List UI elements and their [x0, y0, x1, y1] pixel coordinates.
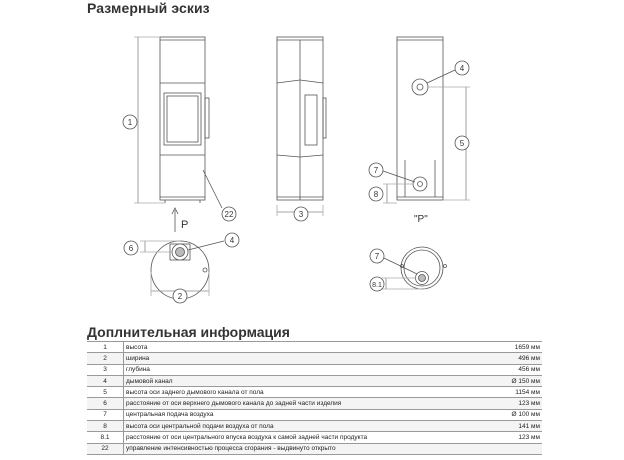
- table-row: 6 расстояние от оси верхнего дымового канала до задней части изделия 123 мм: [87, 398, 542, 409]
- table-row: 8.1 расстояние от оси центрального впуска воздуха к самой задней части продукта 123 мм: [87, 432, 542, 443]
- callout-1-text: 1: [127, 118, 133, 127]
- table-row: 5 высота оси заднего дымового канала от пола 1154 мм: [87, 387, 542, 398]
- side-view: [277, 37, 326, 216]
- table-row: 3 глубина 456 мм: [87, 364, 542, 375]
- info-title: Доплнительная информация: [87, 324, 290, 340]
- callout-5-text: 5: [459, 139, 465, 148]
- view-p-arrow-label: P: [181, 219, 189, 231]
- sketch-title: Размерный эскиз: [87, 0, 210, 16]
- callout-22-text: 22: [224, 210, 234, 219]
- callout-81-text: 8.1: [372, 282, 382, 289]
- top-view-right: [382, 247, 447, 289]
- rear-view: [383, 37, 470, 203]
- table-row: 1 высота 1659 мм: [87, 342, 542, 353]
- callout-7a-text: 7: [373, 166, 379, 175]
- info-table: [87, 341, 542, 455]
- table-row: 8 высота оси центральной подачи воздуха от пола 141 мм: [87, 421, 542, 432]
- callout-3-text: 3: [298, 210, 304, 219]
- callout-2-text: 2: [177, 292, 183, 301]
- table-row: 2 ширина 496 мм: [87, 353, 542, 364]
- table-row: 7 центральная подача воздуха Ø 100 мм: [87, 409, 542, 420]
- table-row: 22 управление интенсивностью процесса сгорания - выдвинуто открыто: [87, 443, 542, 454]
- callout-8-text: 8: [373, 190, 379, 199]
- callout-4a-text: 4: [459, 64, 465, 73]
- front-view: [134, 37, 222, 232]
- callout-4b-text: 4: [229, 236, 235, 245]
- table-row: 4 дымовой канал Ø 150 мм: [87, 375, 542, 386]
- view-p-label: "P": [414, 214, 428, 225]
- callout-6-text: 6: [128, 244, 134, 253]
- callout-7b-text: 7: [374, 252, 380, 261]
